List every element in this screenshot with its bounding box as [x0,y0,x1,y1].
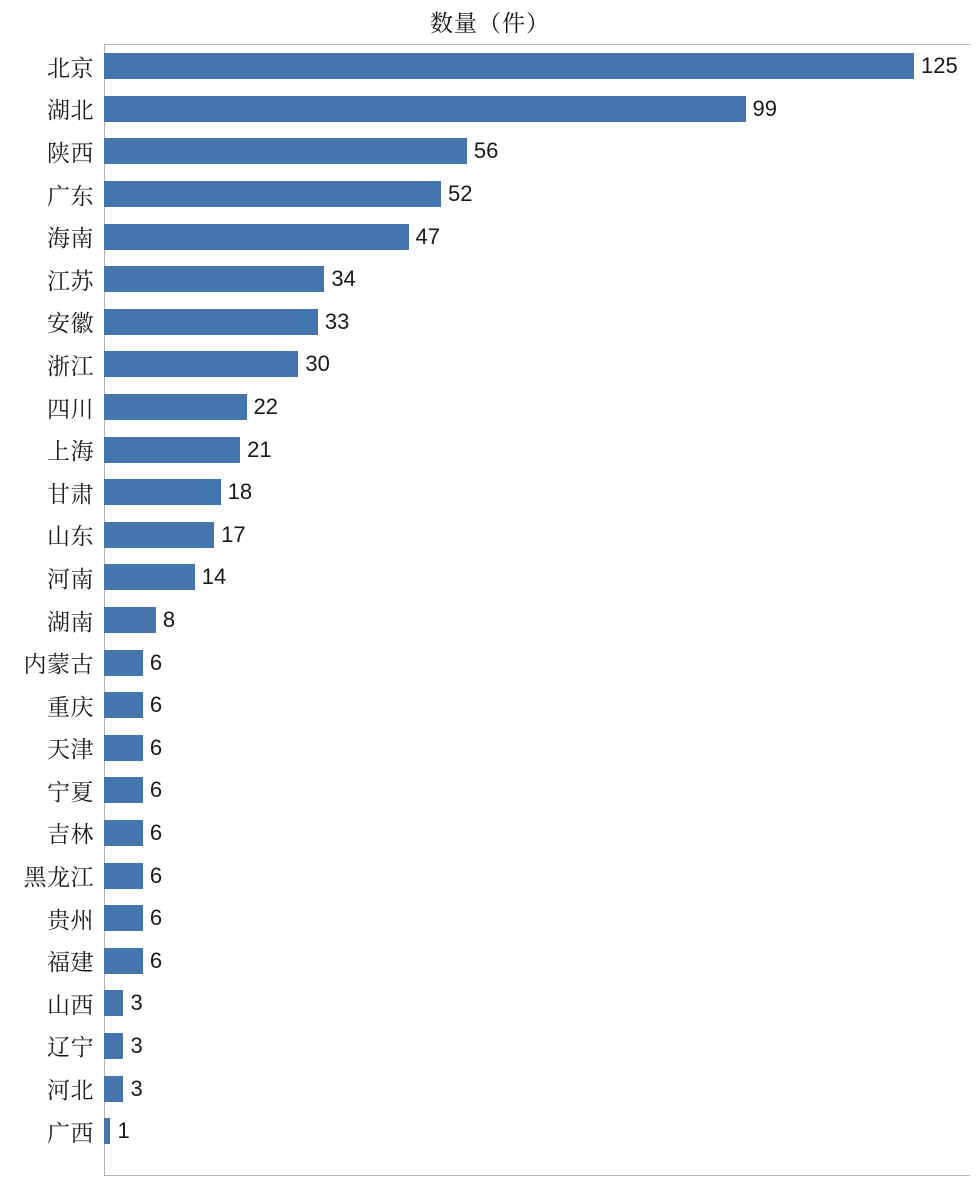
bar-zone [104,343,980,386]
bar [104,479,221,505]
category-label: 海南 [47,225,94,252]
bar-value-label: 21 [247,436,272,462]
category-label: 吉林 [47,821,94,848]
bar-zone [104,727,980,770]
bar [104,96,746,122]
bar-zone [104,769,980,812]
bar-value-label: 6 [149,734,163,760]
bar-zone [104,258,980,301]
category-label: 山西 [47,991,94,1018]
bar [104,266,324,292]
bar-value-label: 17 [221,521,246,547]
bar [104,53,914,79]
bar-zone [104,471,980,514]
bar [104,437,240,463]
bar [104,650,143,676]
bar-zone [104,854,980,897]
bar [104,735,143,761]
category-label: 辽宁 [47,1034,94,1061]
bar-row [0,173,980,216]
bar [104,522,214,548]
bar-value-label: 18 [227,479,253,505]
bar-row [0,343,980,386]
bar-row [0,514,980,557]
bar [104,138,467,164]
bar-row [0,301,980,344]
bar-zone [104,386,980,429]
bar-value-label: 56 [473,138,499,164]
bar-row [0,88,980,131]
category-label: 安徽 [47,310,94,337]
bar-row [0,599,980,642]
bar-value-label: 6 [149,947,163,973]
bar [104,1033,123,1059]
bar-zone [104,599,980,642]
bar-value-label: 33 [324,308,350,334]
bar-value-label: 34 [331,266,356,292]
category-label: 北京 [47,54,94,81]
category-label: 江苏 [47,267,94,294]
bar-row [0,1025,980,1068]
bar-value-label: 1 [117,1118,130,1144]
category-label: 湖南 [47,608,94,635]
bar-zone [104,215,980,258]
bar [104,948,143,974]
bar-value-label: 125 [921,53,958,79]
bar-zone [104,1067,980,1110]
bar-zone [104,88,980,131]
bar-value-label: 6 [149,692,163,718]
category-label: 河北 [47,1077,94,1104]
category-label: 内蒙古 [23,651,94,678]
bar-row [0,982,980,1025]
bar-row [0,428,980,471]
bar [104,224,409,250]
category-label: 甘肃 [47,480,94,507]
bar-value-label: 6 [149,777,163,803]
bar-zone [104,812,980,855]
bar-value-label: 3 [130,1032,143,1058]
bar [104,905,143,931]
bar-row [0,684,980,727]
bar-zone [104,684,980,727]
bar-zone [104,130,980,173]
bar-value-label: 6 [149,905,163,931]
bar-value-label: 22 [253,394,279,420]
category-label: 福建 [47,949,94,976]
bar-row [0,727,980,770]
category-label: 宁夏 [47,778,94,805]
bar-value-label: 99 [752,95,777,121]
bar-zone [104,556,980,599]
bar [104,394,247,420]
category-label: 黑龙江 [23,864,94,891]
bar-value-label: 6 [149,819,163,845]
bar [104,564,195,590]
bar-row [0,471,980,514]
bar [104,820,143,846]
bar-row [0,1067,980,1110]
category-label: 陕西 [47,139,94,166]
category-label: 广西 [47,1119,94,1146]
bar-row [0,897,980,940]
bar-zone [104,897,980,940]
bar [104,351,298,377]
bar-value-label: 30 [305,351,330,377]
bar-value-label: 6 [149,862,163,888]
bar-zone [104,1025,980,1068]
category-label: 上海 [47,438,94,465]
bar-row [0,769,980,812]
bar-row [0,258,980,301]
bar-row [0,386,980,429]
bar [104,309,318,335]
bar-row [0,939,980,982]
bar [104,181,441,207]
chart-title: 数量（件） [430,10,550,36]
bar-row [0,45,980,88]
category-label: 湖北 [47,97,94,124]
bar [104,863,143,889]
bar-zone [104,1110,980,1153]
bar-value-label: 6 [149,649,163,675]
category-label: 广东 [47,182,94,209]
category-label: 浙江 [47,352,94,379]
category-label: 贵州 [47,906,94,933]
bar-value-label: 47 [415,223,441,249]
bar-row [0,130,980,173]
category-label: 四川 [47,395,94,422]
category-label: 天津 [47,736,94,763]
bar-row [0,812,980,855]
category-label: 重庆 [47,693,94,720]
bar-row [0,556,980,599]
bar-rows [0,45,980,1175]
bar-row [0,1110,980,1153]
category-label: 河南 [47,565,94,592]
bar-value-label: 52 [447,181,473,207]
bar-zone [104,641,980,684]
bar [104,607,156,633]
category-label: 山东 [47,523,94,550]
bar-zone [104,939,980,982]
bar-zone [104,514,980,557]
bar-value-label: 8 [162,607,176,633]
bar-row [0,641,980,684]
bar-zone [104,301,980,344]
bar [104,1076,123,1102]
bar-row [0,854,980,897]
bar [104,990,123,1016]
bar-value-label: 3 [130,1075,143,1101]
bar-zone [104,173,980,216]
bar-zone [104,45,980,88]
bar-value-label: 14 [201,564,227,590]
bar-zone [104,982,980,1025]
bar [104,777,143,803]
bar-value-label: 3 [130,990,143,1016]
bar-row [0,215,980,258]
bar [104,692,143,718]
bar-zone [104,428,980,471]
